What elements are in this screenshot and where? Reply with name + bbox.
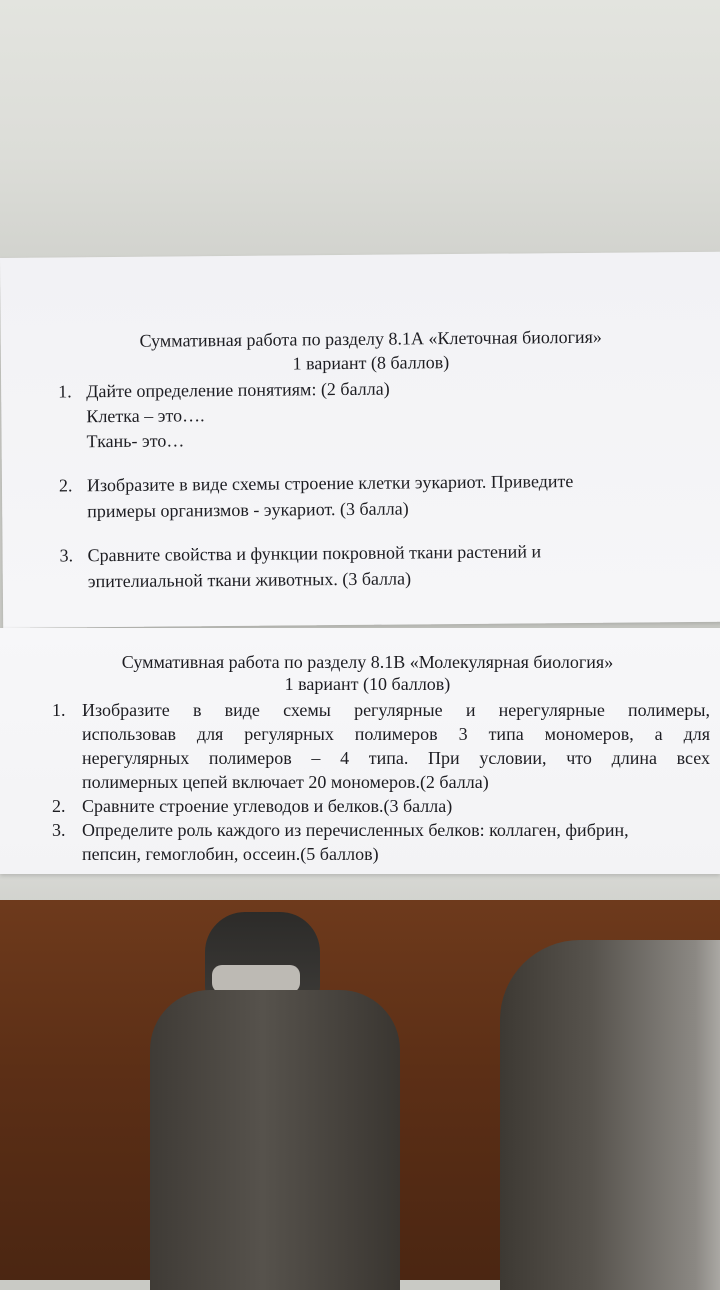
section-a-q1-text: Дайте определение понятиям: (2 балла) — [86, 378, 390, 402]
section-b-q2-text: Сравните строение углеводов и белков.(3 балла) — [82, 796, 453, 816]
section-a-q1-tissue-line: Ткань- это… — [86, 430, 185, 452]
section-a-q2-line1: Изобразите в виде схемы строение клетки эукариот. Приведите — [86, 471, 574, 496]
section-b-title: Суммативная работа по разделу 8.1В «Молекулярная биология» — [121, 652, 614, 672]
section-a-q1-number: 1. — [58, 381, 72, 402]
section-a-q3-line1: Сравните свойства и функции покровной ткани растений и — [87, 541, 542, 566]
section-b-q1-line4: полимерных цепей включает 20 мономеров.(2 балла) — [82, 772, 489, 792]
section-b-q3-line2: пепсин, гемоглобин, оссеин.(5 баллов) — [82, 844, 379, 864]
right-leg — [500, 940, 720, 1290]
section-a-variant: 1 вариант (8 баллов) — [292, 352, 450, 374]
left-sock — [212, 965, 300, 993]
section-b-q3-line1: Определите роль каждого из перечисленных белков: коллаген, фибрин, — [82, 820, 629, 840]
section-a-q3-number: 3. — [59, 545, 74, 566]
section-b-q1-number: 1. — [52, 700, 66, 720]
wall-background — [0, 0, 720, 260]
left-leg — [150, 990, 400, 1290]
section-b-q1-line3: нерегулярных полимеров – 4 типа. При условии, что длина всех — [82, 748, 710, 768]
section-b-q1-line2: использовав для регулярных полимеров 3 типа мономеров, а для — [82, 724, 710, 744]
section-b-variant: 1 вариант (10 баллов) — [284, 674, 451, 694]
section-b-q1-line1: Изобразите в виде схемы регулярные и нерегулярные полимеры, — [82, 700, 710, 720]
section-a-q2-number: 2. — [58, 475, 73, 496]
worksheet-section-a — [0, 252, 720, 628]
section-b-q3-number: 3. — [52, 820, 66, 840]
section-a-q1-cell-line: Клетка – это…. — [86, 405, 205, 427]
section-a-title: Суммативная работа по разделу 8.1А «Клеточная биология» — [139, 326, 602, 351]
worksheet-section-b — [0, 628, 720, 874]
section-a-q2-line2: примеры организмов - эукариот. (3 балла) — [87, 498, 409, 522]
section-a-q3-line2: эпителиальной ткани животных. (3 балла) — [87, 568, 412, 592]
section-b-q2-number: 2. — [52, 796, 66, 816]
